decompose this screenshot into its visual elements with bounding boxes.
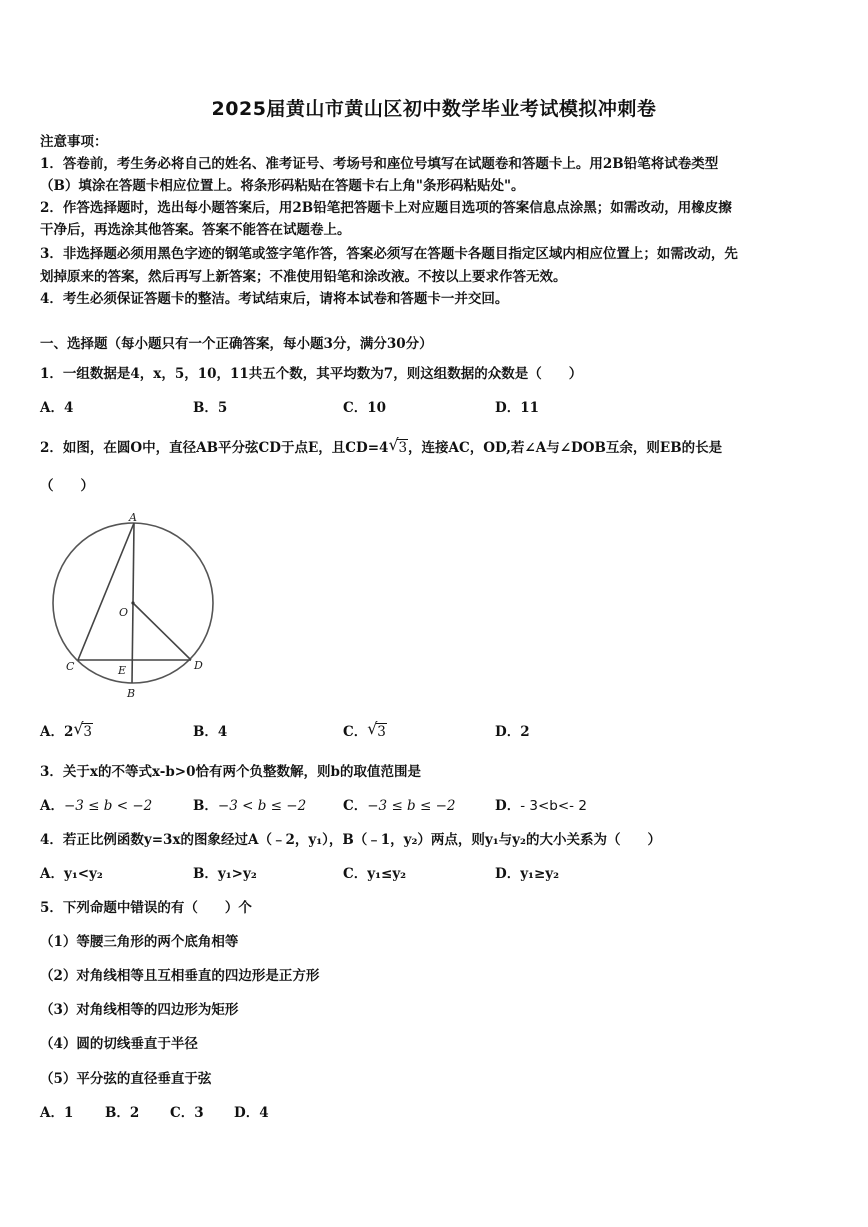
q5-option-a: A．1: [40, 1105, 74, 1121]
q4-option-c: C．y₁≤y₂: [343, 866, 407, 882]
q3-option-d: D．- 3<b<- 2: [495, 798, 587, 814]
sqrt-symbol: √ 3: [367, 719, 386, 740]
notice-line: 3．非选择题必须用黑色字迹的钢笔或签字笔作答，答案必须写在答题卡各题目指定区域内相应位置上；如需改动，先: [40, 246, 738, 262]
q1-option-d: D．11: [495, 400, 539, 416]
question-1-stem: 1．一组数据是4，x，5，10，11共五个数，其平均数为7，则这组数据的众数是（ ）: [40, 366, 583, 382]
label-b: B: [127, 687, 136, 700]
segment-ac: [78, 523, 134, 660]
q2-option-d: D．2: [495, 724, 530, 740]
q2-stem-part-a: 2．如图，在圆O中，直径AB平分弦CD于点E，且CD=4: [40, 440, 389, 456]
q4-option-a: A．y₁<y₂: [40, 866, 103, 882]
notice-line: （B）填涂在答题卡相应位置上。将条形码粘贴在答题卡右上角"条形码粘贴处"。: [40, 178, 525, 194]
label-a: A: [129, 511, 137, 524]
q2-stem-radicand: 3: [398, 440, 408, 456]
q3-option-b: B．−3 < b ≤ −2: [193, 798, 307, 814]
notice-line: 干净后，再选涂其他答案。答案不能答在试题卷上。: [40, 222, 351, 238]
q2-option-a: A．2 √ 3: [40, 719, 92, 740]
q5-statement: （5）平分弦的直径垂直于弦: [40, 1071, 212, 1087]
q5-option-d: D．4: [234, 1105, 269, 1121]
notice-line: 1．答卷前，考生务必将自己的姓名、准考证号、考场号和座位号填写在试题卷和答题卡上。用2B铅笔将试卷类型: [40, 156, 719, 172]
q4-option-d: D．y₁≥y₂: [495, 866, 560, 882]
q5-option-b: B．2: [105, 1105, 140, 1121]
label-o: O: [119, 606, 129, 619]
notice-heading: 注意事项：: [40, 134, 108, 150]
sqrt-symbol: √ 3: [388, 435, 408, 456]
page-title: 2025届黄山市黄山区初中数学毕业考试模拟冲刺卷: [211, 98, 657, 120]
q2-option-b: B．4: [193, 724, 228, 740]
question-3-stem: 3．关于x的不等式x-b>0恰有两个负整数解，则b的取值范围是: [40, 764, 421, 780]
q5-statement: （2）对角线相等且互相垂直的四边形是正方形: [40, 968, 320, 984]
q5-statement: （1）等腰三角形的两个底角相等: [40, 934, 239, 950]
notice-line: 4．考生必须保证答题卡的整洁。考试结束后，请将本试卷和答题卡一并交回。: [40, 291, 509, 307]
label-c: C: [66, 660, 75, 673]
q1-option-c: C．10: [343, 400, 387, 416]
segment-od: [133, 603, 191, 660]
q1-option-a: A．4: [40, 400, 74, 416]
q3-option-c: C．−3 ≤ b ≤ −2: [343, 798, 456, 814]
q2-option-c: C． √ 3: [343, 719, 386, 740]
notice-line: 2．作答选择题时，选出每小题答案后，用2B铅笔把答题卡上对应题目选项的答案信息点涂黑；如需改动，用橡皮擦: [40, 200, 732, 216]
q4-option-b: B．y₁>y₂: [193, 866, 257, 882]
circle-figure: [48, 508, 228, 702]
center-point: [131, 601, 134, 604]
label-d: D: [194, 659, 203, 672]
question-4-stem: 4．若正比例函数y=3x的图象经过A（﹣2，y₁），B（﹣1，y₂）两点，则y₁与y₂的大小关系为（ ）: [40, 832, 661, 848]
notice-line: 划掉原来的答案，然后再写上新答案；不准使用铅笔和涂改液。不按以上要求作答无效。: [40, 269, 567, 285]
q2-stem-paren: （ ）: [40, 478, 94, 494]
q1-option-b: B．5: [193, 400, 228, 416]
label-e: E: [118, 664, 127, 677]
question-5-stem: 5．下列命题中错误的有（ ）个: [40, 900, 252, 916]
q5-option-c: C．3: [170, 1105, 204, 1121]
q5-statement: （3）对角线相等的四边形为矩形: [40, 1002, 239, 1018]
sqrt-symbol: √ 3: [73, 719, 92, 740]
question-2-stem: [40, 435, 723, 458]
section-heading: 一、选择题（每小题只有一个正确答案，每小题3分，满分30分）: [40, 336, 433, 352]
q2-stem-part-b: ，连接AC，OD,若∠A与∠DOB互余，则EB的长是: [408, 440, 723, 456]
q3-option-a: A．−3 ≤ b < −2: [40, 798, 153, 814]
q5-statement: （4）圆的切线垂直于半径: [40, 1036, 198, 1052]
